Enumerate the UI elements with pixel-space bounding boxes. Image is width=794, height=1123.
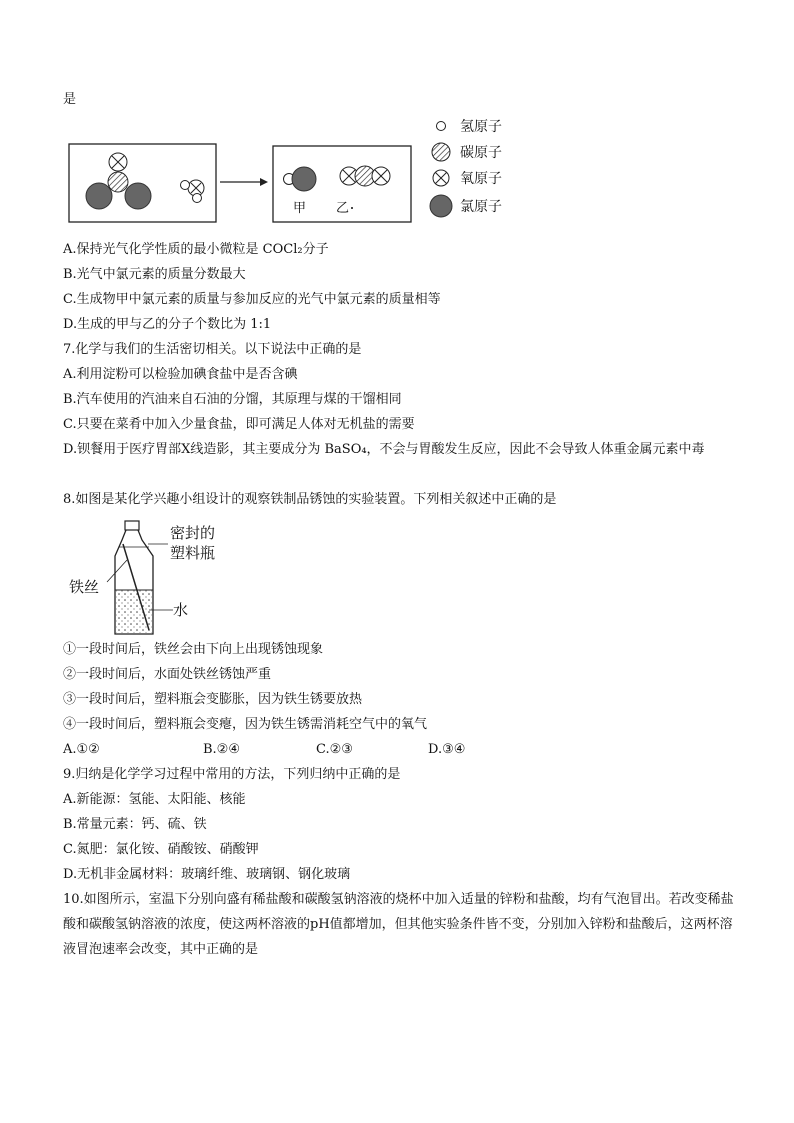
- water-region: [116, 590, 152, 633]
- q7-option-d: D.钡餐用于医疗胃部X线造影，其主要成分为 BaSO₄，不会与胃酸发生反应，因此不会导致人体重金属元素中毒: [63, 442, 705, 457]
- q8-option-d: D.③④: [428, 742, 466, 757]
- q8-statement-2: ②一段时间后，水面处铁丝锈蚀严重: [63, 667, 272, 682]
- label-sealed-bottle-1: 密封的: [170, 524, 216, 542]
- legend-oxygen: 氧原子: [460, 171, 502, 187]
- legend-hydrogen: 氢原子: [460, 119, 502, 135]
- product-jia-molecule: [284, 167, 317, 191]
- chlorine-atom-icon: [430, 195, 452, 217]
- label-iron-wire: 铁丝: [69, 578, 100, 596]
- q6-option-b: B.光气中氯元素的质量分数最大: [63, 267, 246, 282]
- legend: [430, 119, 502, 217]
- q6-stem-tail: 是: [63, 92, 77, 107]
- q7-option-a: A.利用淀粉可以检验加碘食盐中是否含碘: [63, 367, 298, 382]
- q8-option-b: B.②④: [203, 742, 240, 757]
- q8-statement-3: ③一段时间后，塑料瓶会变膨胀，因为铁生锈要放热: [63, 692, 363, 707]
- label-jia: 甲: [293, 201, 307, 216]
- q8-statement-1: ①一段时间后，铁丝会由下向上出现锈蚀现象: [63, 642, 324, 657]
- q9-option-d: D.无机非金属材料：玻璃纤维、玻璃钢、钢化玻璃: [63, 867, 351, 882]
- hydrogen-atom-icon: [437, 122, 446, 131]
- q7-stem: 7.化学与我们的生活密切相关。以下说法中正确的是: [63, 342, 362, 357]
- carbon-atom-icon: [432, 143, 450, 161]
- rust-experiment-diagram: [63, 520, 263, 638]
- oxygen-atom-icon: [433, 170, 449, 186]
- q6-option-c: C.生成物甲中氯元素的质量与参加反应的光气中氯元素的质量相等: [63, 292, 441, 307]
- product-yi-molecule: [340, 166, 390, 186]
- q10-stem: 10.如图所示，室温下分别向盛有稀盐酸和碳酸氢钠溶液的烧杯中加入适量的锌粉和盐酸，均有气泡冒出。若改变稀盐酸和碳酸氢钠溶液的浓度，使这两杯溶液的pH值都增加，但其他实验条件皆不变，分别加入锌粉和盐酸后，这两杯溶液冒泡速率会改变，其中正确的是: [63, 892, 734, 957]
- reaction-diagram: [60, 110, 530, 230]
- label-sealed-bottle-2: 塑料瓶: [170, 544, 216, 562]
- legend-chlorine: 氯原子: [460, 199, 502, 215]
- q8-option-a: A.①②: [63, 742, 100, 757]
- q9-stem: 9.归纳是化学学习过程中常用的方法，下列归纳中正确的是: [63, 767, 401, 782]
- label-yi: 乙: [336, 201, 350, 216]
- q8-option-c: C.②③: [316, 742, 353, 757]
- q7-option-b: B.汽车使用的汽油来自石油的分馏，其原理与煤的干馏相同: [63, 392, 402, 407]
- q9-option-b: B.常量元素：钙、硫、铁: [63, 817, 207, 832]
- legend-carbon: 碳原子: [460, 145, 502, 161]
- q7-option-c: C.只要在菜肴中加入少量食盐，即可满足人体对无机盐的需要: [63, 417, 415, 432]
- q9-option-c: C.氮肥：氯化铵、硝酸铵、硝酸钾: [63, 842, 259, 857]
- q8-stem: 8.如图是某化学兴趣小组设计的观察铁制品锈蚀的实验装置。下列相关叙述中正确的是: [63, 492, 557, 507]
- q9-option-a: A.新能源：氢能、太阳能、核能: [63, 792, 246, 807]
- q6-option-a: A.保持光气化学性质的最小微粒是 COCl₂分子: [63, 242, 329, 257]
- phosgene-molecule: [86, 153, 151, 209]
- q6-option-d: D.生成的甲与乙的分子个数比为 1:1: [63, 317, 272, 332]
- label-water: 水: [173, 601, 189, 619]
- q8-statement-4: ④一段时间后，塑料瓶会变瘪，因为铁生锈需消耗空气中的氧气: [63, 717, 428, 732]
- water-molecule: [181, 180, 205, 203]
